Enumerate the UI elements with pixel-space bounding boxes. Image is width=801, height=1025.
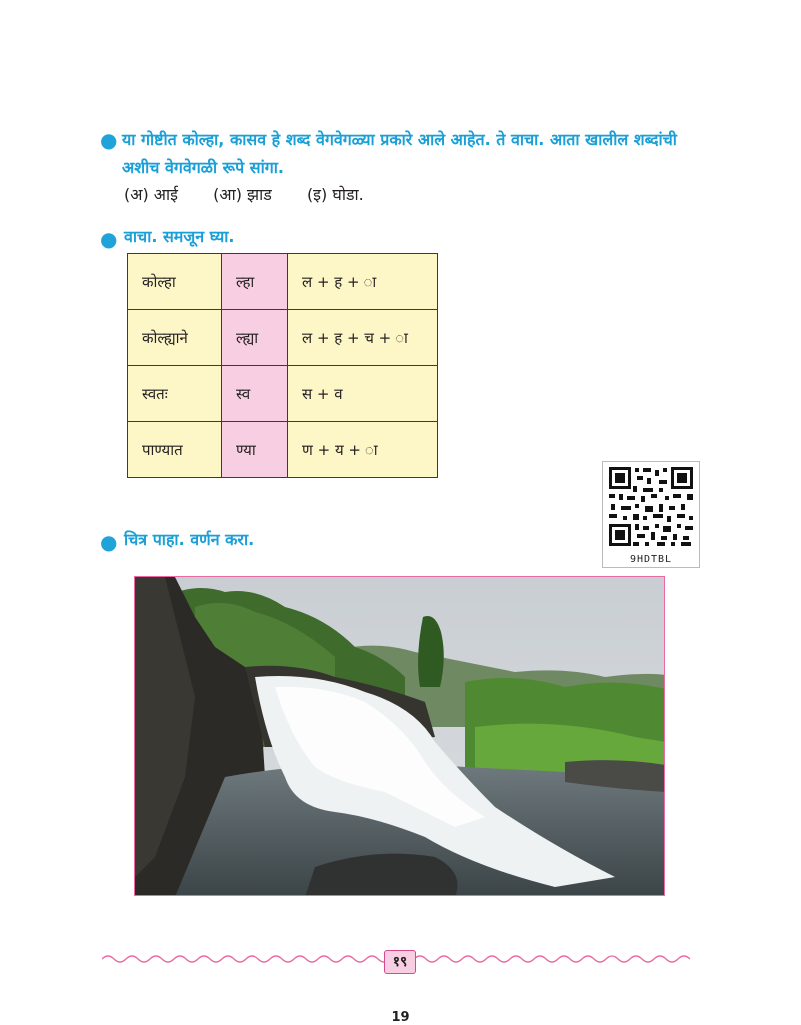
table-row — [128, 254, 438, 310]
conjunct-cell: ण्या — [222, 422, 288, 478]
table-row — [128, 422, 438, 478]
split-cell: ल + ह + च + ा — [288, 310, 438, 366]
qr-code[interactable] — [602, 461, 700, 568]
question-3-heading: चित्र पाहा. वर्णन करा. — [124, 530, 255, 549]
word-cell: कोल्हा — [128, 254, 222, 310]
word-cell: स्वतः — [128, 366, 222, 422]
conjunct-cell: ल्हा — [222, 254, 288, 310]
conjunct-table — [127, 253, 438, 478]
question-2-heading: वाचा. समजून घ्या. — [124, 227, 235, 246]
option-i: (इ) घोडा. — [306, 185, 364, 204]
qr-code-label: 9HDTBL — [629, 554, 673, 565]
options-row — [124, 183, 394, 205]
option-aa: (आ) झाड — [213, 185, 272, 204]
split-cell: स + व — [288, 366, 438, 422]
bullet-2: ● — [100, 227, 118, 251]
table-row — [128, 310, 438, 366]
split-cell: ण + य + ा — [288, 422, 438, 478]
page-number-badge: १९ — [384, 950, 416, 974]
conjunct-cell: स्व — [222, 366, 288, 422]
conjunct-cell: ल्ह्या — [222, 310, 288, 366]
split-cell: ल + ह + ा — [288, 254, 438, 310]
page-number: 19 — [391, 1010, 410, 1025]
waterfall-image — [135, 577, 665, 896]
table-row — [128, 366, 438, 422]
option-a: (अ) आई — [124, 185, 179, 204]
bullet-1: ● — [100, 128, 118, 152]
qr-code-icon — [603, 462, 699, 550]
word-cell: पाण्यात — [128, 422, 222, 478]
waterfall-photo — [134, 576, 665, 896]
bullet-3: ● — [100, 530, 118, 554]
word-cell: कोल्ह्याने — [128, 310, 222, 366]
question-1-text: या गोष्टीत कोल्हा, कासव हे शब्द वेगवेगळ्या प्रकारे आले आहेत. ते वाचा. आता खालील शब्दांची अशीच वेगवेगळी रूपे सांगा. — [122, 130, 677, 177]
